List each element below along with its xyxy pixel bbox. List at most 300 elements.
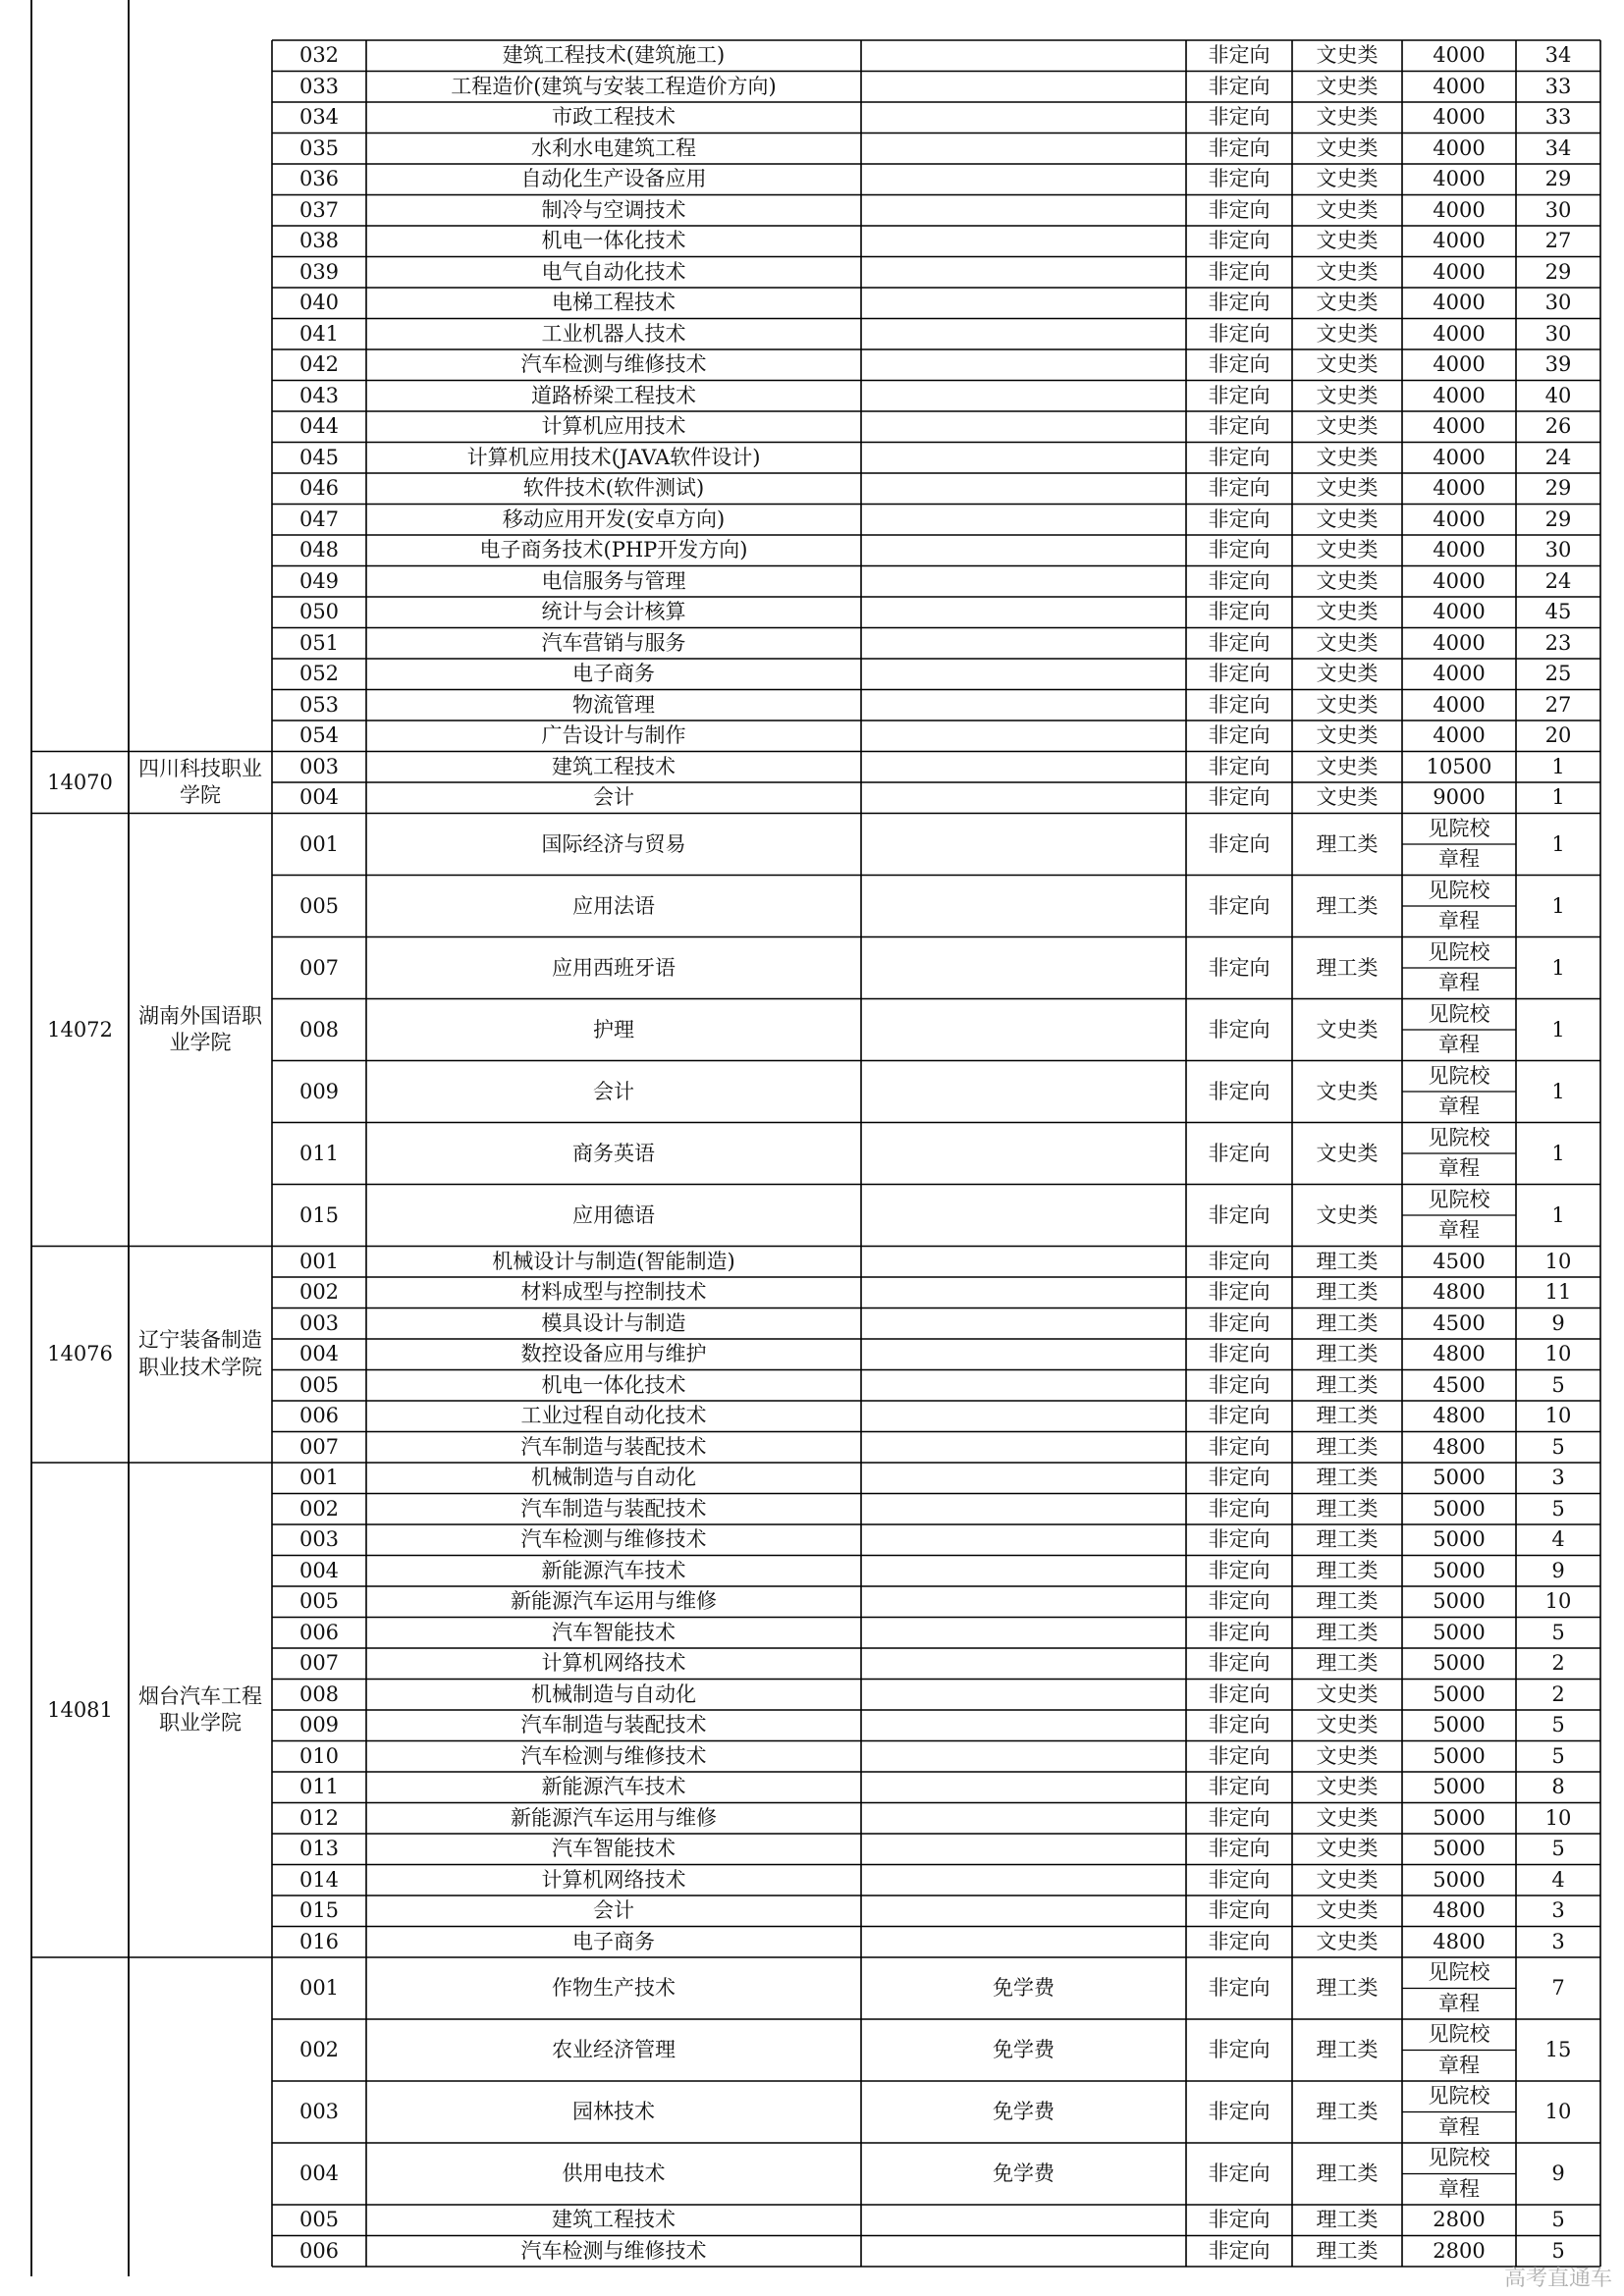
major-name-cell: 护理 xyxy=(593,1017,634,1041)
tuition-cell: 4800 xyxy=(1433,1434,1486,1459)
tuition-cell: 5000 xyxy=(1433,1620,1486,1644)
tuition-cell: 5000 xyxy=(1433,1805,1486,1830)
tuition-see-charter-line1: 见院校 xyxy=(1428,2022,1490,2047)
direction-cell: 非定向 xyxy=(1208,692,1271,717)
category-cell: 文史类 xyxy=(1316,476,1379,501)
major-code-cell: 004 xyxy=(298,1342,340,1366)
quota-cell: 5 xyxy=(1551,1743,1565,1768)
major-name-cell: 汽车制造与装配技术 xyxy=(520,1713,707,1737)
quota-cell: 25 xyxy=(1544,662,1572,686)
quota-cell: 29 xyxy=(1544,167,1572,191)
tuition-cell: 4000 xyxy=(1433,723,1486,748)
tuition-see-charter-line2: 章程 xyxy=(1438,1095,1480,1119)
major-name-cell: 模具设计与制造 xyxy=(541,1310,686,1335)
direction-cell: 非定向 xyxy=(1208,476,1271,501)
remark-cell xyxy=(861,1494,1186,1525)
direction-cell: 非定向 xyxy=(1208,1434,1271,1459)
category-cell: 理工类 xyxy=(1316,1342,1379,1366)
major-code-cell: 042 xyxy=(298,352,340,377)
major-name-cell: 机电一体化技术 xyxy=(541,1372,686,1397)
category-cell: 理工类 xyxy=(1316,1651,1379,1676)
remark-cell xyxy=(861,102,1186,133)
category-cell: 理工类 xyxy=(1316,1404,1379,1428)
remark-cell xyxy=(861,40,1186,72)
tuition-cell: 4800 xyxy=(1433,1898,1486,1923)
quota-cell: 10 xyxy=(1544,1249,1572,1273)
tuition-cell: 4000 xyxy=(1433,321,1486,346)
remark-cell xyxy=(861,1586,1186,1618)
major-name-cell: 会计 xyxy=(593,1898,634,1923)
direction-cell: 非定向 xyxy=(1208,831,1271,856)
major-name-cell: 机械制造与自动化 xyxy=(531,1466,696,1490)
tuition-cell: 4000 xyxy=(1433,259,1486,284)
category-cell: 理工类 xyxy=(1316,2162,1379,2185)
major-name-cell: 汽车检测与维修技术 xyxy=(520,352,707,377)
major-code-cell: 050 xyxy=(298,600,340,624)
major-name-cell: 电信服务与管理 xyxy=(541,568,686,593)
category-cell: 理工类 xyxy=(1316,955,1379,980)
remark-cell xyxy=(861,1618,1186,1649)
remark-cell xyxy=(861,164,1186,195)
direction-cell: 非定向 xyxy=(1208,2238,1271,2263)
remark-cell xyxy=(861,411,1186,443)
major-name-cell: 新能源汽车技术 xyxy=(541,1775,686,1799)
direction-cell: 非定向 xyxy=(1208,2038,1271,2061)
major-name-cell: 数控设备应用与维护 xyxy=(520,1342,707,1366)
major-code-cell: 049 xyxy=(298,568,340,593)
direction-cell: 非定向 xyxy=(1208,600,1271,624)
remark-cell xyxy=(861,133,1186,165)
major-name-cell: 应用德语 xyxy=(572,1202,655,1227)
remark-cell xyxy=(861,1308,1186,1340)
remark-cell xyxy=(861,535,1186,566)
tuition-cell: 4000 xyxy=(1433,568,1486,593)
direction-cell: 非定向 xyxy=(1208,383,1271,407)
tuition-see-charter-line2: 章程 xyxy=(1438,2053,1480,2077)
major-name-cell: 道路桥梁工程技术 xyxy=(531,383,696,407)
tuition-cell: 4000 xyxy=(1433,74,1486,98)
remark-cell xyxy=(861,566,1186,598)
direction-cell: 非定向 xyxy=(1208,1743,1271,1768)
tuition-see-charter-line1: 见院校 xyxy=(1428,1960,1490,1985)
remark-cell xyxy=(861,195,1186,227)
major-code-cell: 012 xyxy=(298,1805,340,1830)
tuition-cell: 4500 xyxy=(1433,1372,1486,1397)
quota-cell: 2 xyxy=(1551,1682,1565,1706)
quota-cell: 27 xyxy=(1544,229,1572,253)
major-name-cell: 应用法语 xyxy=(572,893,655,918)
quota-cell: 5 xyxy=(1551,1496,1565,1521)
quota-cell: 10 xyxy=(1544,1589,1572,1614)
quota-cell: 3 xyxy=(1551,1466,1565,1490)
remark-cell xyxy=(861,1772,1186,1803)
major-code-cell: 035 xyxy=(298,135,340,160)
category-cell: 文史类 xyxy=(1316,352,1379,377)
tuition-cell: 4000 xyxy=(1433,692,1486,717)
major-code-cell: 052 xyxy=(298,662,340,686)
major-name-cell: 自动化生产设备应用 xyxy=(520,167,707,191)
direction-cell: 非定向 xyxy=(1208,1651,1271,1676)
major-code-cell: 002 xyxy=(298,1280,340,1305)
tuition-cell: 4000 xyxy=(1433,229,1486,253)
direction-cell: 非定向 xyxy=(1208,1202,1271,1227)
major-code-cell: 004 xyxy=(298,2162,340,2185)
school-code-cell: 14072 xyxy=(47,1017,113,1041)
quota-cell: 7 xyxy=(1551,1976,1565,2000)
tuition-cell: 4800 xyxy=(1433,1404,1486,1428)
quota-cell: 3 xyxy=(1551,1898,1565,1923)
direction-cell: 非定向 xyxy=(1208,414,1271,439)
tuition-cell: 5000 xyxy=(1433,1496,1486,1521)
direction-cell: 非定向 xyxy=(1208,723,1271,748)
tuition-see-charter-line2: 章程 xyxy=(1438,2114,1480,2139)
direction-cell: 非定向 xyxy=(1208,1929,1271,1953)
category-cell: 理工类 xyxy=(1316,2238,1379,2263)
direction-cell: 非定向 xyxy=(1208,1079,1271,1103)
category-cell: 文史类 xyxy=(1316,1805,1379,1830)
direction-cell: 非定向 xyxy=(1208,1558,1271,1582)
remark-cell xyxy=(861,659,1186,690)
remark-cell xyxy=(861,473,1186,505)
category-cell: 文史类 xyxy=(1316,1017,1379,1041)
major-name-cell: 计算机网络技术 xyxy=(541,1867,686,1892)
school-code-cell: 14081 xyxy=(47,1697,113,1722)
major-name-cell: 移动应用开发(安卓方向) xyxy=(502,507,726,531)
category-cell: 理工类 xyxy=(1316,2038,1379,2061)
major-code-cell: 003 xyxy=(298,1527,340,1552)
category-cell: 文史类 xyxy=(1316,568,1379,593)
major-name-cell: 水利水电建筑工程 xyxy=(531,135,696,160)
quota-cell: 9 xyxy=(1551,2162,1565,2185)
direction-cell: 非定向 xyxy=(1208,568,1271,593)
major-name-cell: 电子商务 xyxy=(572,1929,655,1953)
direction-cell: 非定向 xyxy=(1208,785,1271,810)
major-code-cell: 003 xyxy=(298,2100,340,2123)
quota-cell: 1 xyxy=(1551,754,1565,778)
category-cell: 理工类 xyxy=(1316,1310,1379,1335)
tuition-cell: 4000 xyxy=(1433,600,1486,624)
quota-cell: 15 xyxy=(1544,2038,1572,2061)
remark-cell xyxy=(861,1401,1186,1432)
major-name-cell: 国际经济与贸易 xyxy=(541,831,686,856)
major-code-cell: 015 xyxy=(298,1898,340,1923)
remark-cell xyxy=(861,2205,1186,2236)
school-name-cell: 湖南外国语职业学院 xyxy=(138,1003,262,1054)
quota-cell: 39 xyxy=(1544,352,1572,377)
school-name-cell: 四川科技职业学院 xyxy=(138,756,262,807)
major-name-cell: 汽车检测与维修技术 xyxy=(520,2238,707,2263)
remark-cell xyxy=(861,1896,1186,1927)
quota-cell: 30 xyxy=(1544,321,1572,346)
tuition-cell: 4800 xyxy=(1433,1280,1486,1305)
quota-cell: 5 xyxy=(1551,1837,1565,1861)
quota-cell: 30 xyxy=(1544,538,1572,562)
quota-cell: 34 xyxy=(1544,43,1572,68)
tuition-cell: 9000 xyxy=(1433,785,1486,810)
tuition-see-charter-line2: 章程 xyxy=(1438,1218,1480,1243)
major-name-cell: 物流管理 xyxy=(572,692,655,717)
category-cell: 文史类 xyxy=(1316,723,1379,748)
tuition-cell: 5000 xyxy=(1433,1867,1486,1892)
major-code-cell: 004 xyxy=(298,785,340,810)
category-cell: 理工类 xyxy=(1316,2100,1379,2123)
quota-cell: 1 xyxy=(1551,955,1565,980)
remark-cell xyxy=(861,226,1186,257)
remark-cell xyxy=(861,1556,1186,1587)
quota-cell: 29 xyxy=(1544,476,1572,501)
category-cell: 文史类 xyxy=(1316,43,1379,68)
remark-cell xyxy=(861,1803,1186,1835)
direction-cell: 非定向 xyxy=(1208,1775,1271,1799)
tuition-see-charter-line2: 章程 xyxy=(1438,1156,1480,1181)
major-name-cell: 机电一体化技术 xyxy=(541,229,686,253)
direction-cell: 非定向 xyxy=(1208,1466,1271,1490)
remark-cell: 免学费 xyxy=(993,1976,1055,2000)
major-code-cell: 032 xyxy=(298,43,340,68)
major-name-cell: 工业过程自动化技术 xyxy=(520,1404,707,1428)
direction-cell: 非定向 xyxy=(1208,1017,1271,1041)
category-cell: 文史类 xyxy=(1316,1775,1379,1799)
tuition-cell: 10500 xyxy=(1426,754,1492,778)
remark-cell xyxy=(861,1648,1186,1680)
direction-cell: 非定向 xyxy=(1208,445,1271,469)
direction-cell: 非定向 xyxy=(1208,1527,1271,1552)
category-cell: 理工类 xyxy=(1316,1589,1379,1614)
direction-cell: 非定向 xyxy=(1208,352,1271,377)
major-code-cell: 043 xyxy=(298,383,340,407)
remark-cell xyxy=(861,381,1186,412)
major-code-cell: 041 xyxy=(298,321,340,346)
category-cell: 理工类 xyxy=(1316,831,1379,856)
major-code-cell: 011 xyxy=(298,1141,340,1165)
category-cell: 文史类 xyxy=(1316,754,1379,778)
major-name-cell: 汽车制造与装配技术 xyxy=(520,1434,707,1459)
major-code-cell: 002 xyxy=(298,2038,340,2061)
major-name-cell: 制冷与空调技术 xyxy=(541,197,686,222)
quota-cell: 1 xyxy=(1551,1202,1565,1227)
remark-cell xyxy=(861,1123,1186,1185)
quota-cell: 1 xyxy=(1551,1079,1565,1103)
major-code-cell: 004 xyxy=(298,1558,340,1582)
tuition-cell: 5000 xyxy=(1433,1682,1486,1706)
tuition-cell: 5000 xyxy=(1433,1775,1486,1799)
major-name-cell: 汽车智能技术 xyxy=(552,1837,676,1861)
remark-cell xyxy=(861,72,1186,103)
remark-cell xyxy=(861,597,1186,628)
category-cell: 文史类 xyxy=(1316,1079,1379,1103)
quota-cell: 5 xyxy=(1551,1620,1565,1644)
quota-cell: 10 xyxy=(1544,1404,1572,1428)
category-cell: 文史类 xyxy=(1316,692,1379,717)
remark-cell: 免学费 xyxy=(993,2038,1055,2061)
direction-cell: 非定向 xyxy=(1208,893,1271,918)
tuition-cell: 4000 xyxy=(1433,476,1486,501)
major-name-cell: 商务英语 xyxy=(572,1141,655,1165)
category-cell: 理工类 xyxy=(1316,1434,1379,1459)
category-cell: 理工类 xyxy=(1316,1466,1379,1490)
remark-cell xyxy=(861,628,1186,660)
tuition-see-charter-line2: 章程 xyxy=(1438,847,1480,872)
tuition-see-charter-line1: 见院校 xyxy=(1428,1063,1490,1088)
remark-cell xyxy=(861,349,1186,381)
quota-cell: 9 xyxy=(1551,1558,1565,1582)
category-cell: 文史类 xyxy=(1316,135,1379,160)
category-cell: 文史类 xyxy=(1316,167,1379,191)
major-code-cell: 009 xyxy=(298,1713,340,1737)
tuition-cell: 4800 xyxy=(1433,1929,1486,1953)
major-code-cell: 040 xyxy=(298,291,340,315)
remark-cell xyxy=(861,752,1186,783)
major-name-cell: 工程造价(建筑与安装工程造价方向) xyxy=(451,74,777,98)
remark-cell xyxy=(861,288,1186,319)
quota-cell: 5 xyxy=(1551,2238,1565,2263)
remark-cell xyxy=(861,319,1186,350)
remark-cell: 免学费 xyxy=(993,2100,1055,2123)
quota-cell: 30 xyxy=(1544,291,1572,315)
major-name-cell: 电子商务技术(PHP开发方向) xyxy=(479,538,748,562)
major-code-cell: 001 xyxy=(298,831,340,856)
direction-cell: 非定向 xyxy=(1208,1141,1271,1165)
quota-cell: 29 xyxy=(1544,259,1572,284)
category-cell: 文史类 xyxy=(1316,445,1379,469)
quota-cell: 5 xyxy=(1551,1372,1565,1397)
direction-cell: 非定向 xyxy=(1208,1620,1271,1644)
tuition-see-charter-line2: 章程 xyxy=(1438,2176,1480,2201)
major-code-cell: 044 xyxy=(298,414,340,439)
quota-cell: 29 xyxy=(1544,507,1572,531)
remark-cell xyxy=(861,999,1186,1061)
direction-cell: 非定向 xyxy=(1208,507,1271,531)
major-code-cell: 002 xyxy=(298,1496,340,1521)
tuition-cell: 4500 xyxy=(1433,1249,1486,1273)
direction-cell: 非定向 xyxy=(1208,538,1271,562)
watermark: 高考直通车 xyxy=(1503,2267,1612,2291)
major-code-cell: 005 xyxy=(298,893,340,918)
major-code-cell: 007 xyxy=(298,1434,340,1459)
major-name-cell: 材料成型与控制技术 xyxy=(520,1280,707,1305)
major-name-cell: 汽车智能技术 xyxy=(552,1620,676,1644)
quota-cell: 10 xyxy=(1544,1805,1572,1830)
tuition-see-charter-line1: 见院校 xyxy=(1428,878,1490,902)
school-code-cell: 14076 xyxy=(47,1342,113,1366)
quota-cell: 23 xyxy=(1544,630,1572,655)
tuition-see-charter-line2: 章程 xyxy=(1438,1991,1480,2015)
major-name-cell: 电子商务 xyxy=(572,662,655,686)
major-name-cell: 计算机网络技术 xyxy=(541,1651,686,1676)
direction-cell: 非定向 xyxy=(1208,167,1271,191)
major-code-cell: 034 xyxy=(298,105,340,130)
remark-cell xyxy=(861,1834,1186,1865)
remark-cell xyxy=(861,1061,1186,1123)
school-code-cell: 14070 xyxy=(47,770,113,794)
category-cell: 文史类 xyxy=(1316,1682,1379,1706)
direction-cell: 非定向 xyxy=(1208,2208,1271,2232)
remark-cell xyxy=(861,1680,1186,1711)
direction-cell: 非定向 xyxy=(1208,1342,1271,1366)
major-name-cell: 机械设计与制造(智能制造) xyxy=(492,1249,735,1273)
category-cell: 文史类 xyxy=(1316,630,1379,655)
tuition-cell: 4800 xyxy=(1433,1342,1486,1366)
quota-cell: 27 xyxy=(1544,692,1572,717)
remark-cell xyxy=(861,937,1186,999)
remark-cell xyxy=(861,1339,1186,1370)
remark-cell xyxy=(861,690,1186,721)
direction-cell: 非定向 xyxy=(1208,1976,1271,2000)
tuition-see-charter-line1: 见院校 xyxy=(1428,1001,1490,1026)
tuition-cell: 4500 xyxy=(1433,1310,1486,1335)
major-name-cell: 统计与会计核算 xyxy=(541,600,686,624)
quota-cell: 9 xyxy=(1551,1310,1565,1335)
quota-cell: 1 xyxy=(1551,1017,1565,1041)
tuition-see-charter-line1: 见院校 xyxy=(1428,1125,1490,1149)
quota-cell: 3 xyxy=(1551,1929,1565,1953)
remark-cell xyxy=(861,1927,1186,1958)
major-code-cell: 037 xyxy=(298,197,340,222)
tuition-cell: 4000 xyxy=(1433,105,1486,130)
tuition-cell: 4000 xyxy=(1433,507,1486,531)
remark-cell xyxy=(861,1370,1186,1402)
tuition-cell: 4000 xyxy=(1433,662,1486,686)
major-code-cell: 003 xyxy=(298,1310,340,1335)
remark-cell xyxy=(861,1710,1186,1741)
major-code-cell: 038 xyxy=(298,229,340,253)
quota-cell: 34 xyxy=(1544,135,1572,160)
major-name-cell: 园林技术 xyxy=(572,2100,655,2123)
direction-cell: 非定向 xyxy=(1208,321,1271,346)
direction-cell: 非定向 xyxy=(1208,1713,1271,1737)
major-code-cell: 053 xyxy=(298,692,340,717)
tuition-see-charter-line1: 见院校 xyxy=(1428,816,1490,840)
category-cell: 文史类 xyxy=(1316,1867,1379,1892)
major-name-cell: 建筑工程技术(建筑施工) xyxy=(502,43,726,68)
tuition-cell: 4000 xyxy=(1433,43,1486,68)
remark-cell xyxy=(861,1185,1186,1247)
direction-cell: 非定向 xyxy=(1208,2100,1271,2123)
category-cell: 文史类 xyxy=(1316,1898,1379,1923)
category-cell: 理工类 xyxy=(1316,1280,1379,1305)
category-cell: 文史类 xyxy=(1316,1743,1379,1768)
tuition-see-charter-line2: 章程 xyxy=(1438,971,1480,995)
category-cell: 文史类 xyxy=(1316,259,1379,284)
tuition-cell: 2800 xyxy=(1433,2208,1486,2232)
major-code-cell: 009 xyxy=(298,1079,340,1103)
direction-cell: 非定向 xyxy=(1208,43,1271,68)
tuition-see-charter-line1: 见院校 xyxy=(1428,1187,1490,1211)
direction-cell: 非定向 xyxy=(1208,1249,1271,1273)
category-cell: 文史类 xyxy=(1316,383,1379,407)
direction-cell: 非定向 xyxy=(1208,754,1271,778)
direction-cell: 非定向 xyxy=(1208,1372,1271,1397)
major-code-cell: 010 xyxy=(298,1743,340,1768)
major-code-cell: 013 xyxy=(298,1837,340,1861)
major-code-cell: 006 xyxy=(298,1404,340,1428)
tuition-cell: 4000 xyxy=(1433,630,1486,655)
tuition-cell: 5000 xyxy=(1433,1743,1486,1768)
major-code-cell: 036 xyxy=(298,167,340,191)
tuition-cell: 4000 xyxy=(1433,414,1486,439)
category-cell: 文史类 xyxy=(1316,538,1379,562)
direction-cell: 非定向 xyxy=(1208,1805,1271,1830)
major-code-cell: 011 xyxy=(298,1775,340,1799)
category-cell: 文史类 xyxy=(1316,1202,1379,1227)
category-cell: 理工类 xyxy=(1316,1249,1379,1273)
tuition-cell: 2800 xyxy=(1433,2238,1486,2263)
direction-cell: 非定向 xyxy=(1208,662,1271,686)
major-code-cell: 048 xyxy=(298,538,340,562)
major-name-cell: 应用西班牙语 xyxy=(552,955,676,980)
remark-cell xyxy=(861,1432,1186,1464)
category-cell: 文史类 xyxy=(1316,229,1379,253)
